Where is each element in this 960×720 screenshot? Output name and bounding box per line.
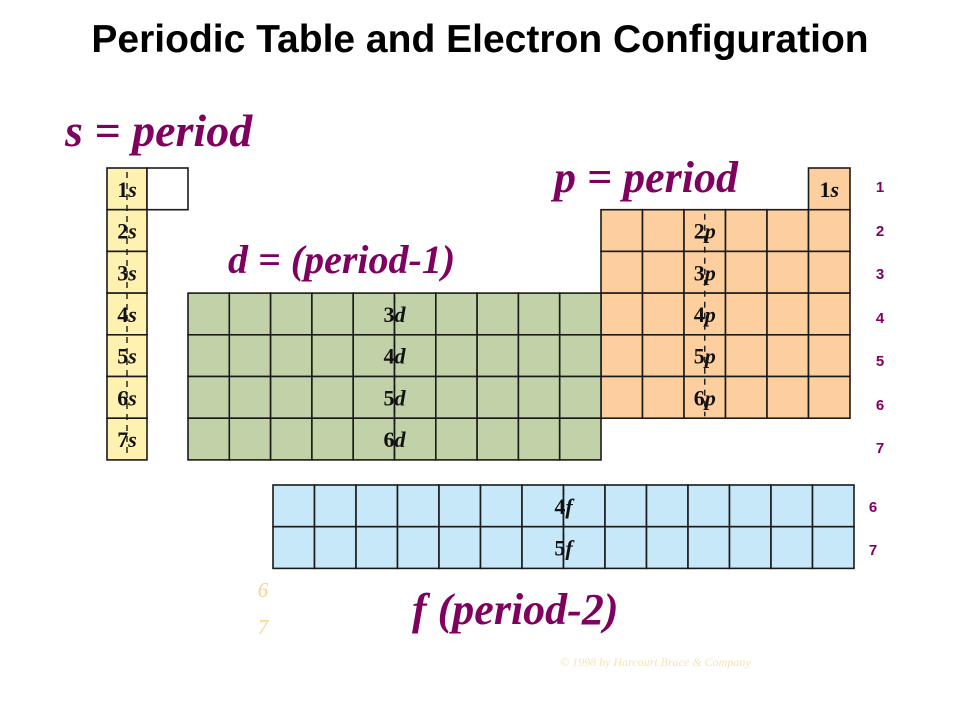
f-cell <box>315 527 357 569</box>
p-block-rule: p = period <box>554 153 738 202</box>
p-block <box>601 168 850 418</box>
f-cell <box>647 527 689 569</box>
p-cell <box>601 293 643 335</box>
faded-period-number-7: 7 <box>257 615 269 639</box>
d-cell <box>312 335 353 377</box>
p-cell-label: 5p <box>693 343 716 369</box>
period-number-4: 4 <box>875 310 885 327</box>
f-cell <box>605 527 647 569</box>
p-cell <box>601 210 643 252</box>
s-cell-label: 7s <box>117 426 137 452</box>
s-cell-label: 3s <box>117 259 137 285</box>
d-cell <box>518 418 559 460</box>
d-cell <box>229 377 270 419</box>
p-cell <box>809 210 851 252</box>
f-cell <box>315 485 357 527</box>
period-number-7: 7 <box>875 440 885 457</box>
d-cell <box>560 377 601 419</box>
f-cell <box>688 527 730 569</box>
d-cell <box>477 293 518 335</box>
d-cell <box>560 293 601 335</box>
f-cell <box>398 527 440 569</box>
copyright-notice: © 1998 by Harcourt Brace & Company <box>560 655 751 669</box>
faded-period-number-6: 6 <box>257 578 269 602</box>
f-cell <box>813 485 855 527</box>
p-cell <box>767 293 809 335</box>
d-cell <box>312 293 353 335</box>
d-cell <box>436 293 477 335</box>
d-cell <box>518 293 559 335</box>
p-cell <box>601 335 643 377</box>
p-cell-label: 2p <box>693 218 716 244</box>
p-cell <box>809 377 851 419</box>
p-cell <box>809 251 851 293</box>
d-cell <box>188 377 229 419</box>
p-cell <box>767 335 809 377</box>
s-cell-label: 5s <box>117 343 137 369</box>
s-block <box>107 168 188 460</box>
p-cell <box>643 335 685 377</box>
d-cell <box>560 335 601 377</box>
d-cell <box>560 418 601 460</box>
period-number-6: 6 <box>875 397 885 414</box>
p-cell <box>726 251 768 293</box>
d-cell-label: 4d <box>383 343 406 369</box>
d-cell <box>188 293 229 335</box>
p-cell <box>643 251 685 293</box>
period-number-3: 3 <box>875 266 885 283</box>
s-cell-label: 2s <box>117 218 137 244</box>
p-cell <box>767 377 809 419</box>
d-block-rule: d = (period-1) <box>228 237 456 282</box>
p-cell <box>809 293 851 335</box>
d-cell <box>436 377 477 419</box>
f-cell <box>273 527 315 569</box>
p-cell <box>809 335 851 377</box>
d-cell <box>271 293 312 335</box>
s-empty-cell <box>147 168 188 210</box>
f-cell <box>688 485 730 527</box>
d-cell <box>271 418 312 460</box>
d-cell-label: 3d <box>383 301 406 327</box>
p-cell <box>643 293 685 335</box>
d-cell <box>477 335 518 377</box>
f-cell <box>771 485 813 527</box>
s-cell-label: 1s <box>117 176 137 202</box>
p-cell <box>767 210 809 252</box>
f-cell <box>439 527 481 569</box>
f-cell <box>481 485 523 527</box>
d-cell <box>477 377 518 419</box>
d-cell <box>312 377 353 419</box>
p-cell <box>601 377 643 419</box>
f-block <box>273 485 854 568</box>
f-period-number-6: 6 <box>868 499 878 516</box>
d-cell <box>229 293 270 335</box>
period-number-2: 2 <box>875 223 885 240</box>
d-cell <box>477 418 518 460</box>
s-block-rule: s = period <box>65 105 253 156</box>
d-cell-label: 5d <box>383 384 406 410</box>
d-cell <box>229 418 270 460</box>
f-cell <box>730 527 772 569</box>
f-period-number-7: 7 <box>868 542 878 559</box>
f-cell <box>813 527 855 569</box>
f-cell <box>356 485 398 527</box>
f-cell-label: 5f <box>554 535 573 561</box>
f-cell <box>771 527 813 569</box>
f-block-rule: f (period-2) <box>412 585 619 634</box>
f-cell <box>481 527 523 569</box>
d-cell <box>188 335 229 377</box>
f-cell <box>647 485 689 527</box>
period-number-5: 5 <box>875 353 885 370</box>
p-cell <box>643 377 685 419</box>
s-cell-label: 6s <box>117 384 137 410</box>
f-cell <box>398 485 440 527</box>
p-cell-label: 1s <box>819 176 840 202</box>
f-cell <box>730 485 772 527</box>
f-cell <box>356 527 398 569</box>
p-cell-label: 6p <box>693 384 716 410</box>
p-cell <box>726 210 768 252</box>
d-block <box>188 293 601 460</box>
d-cell <box>436 418 477 460</box>
slide-title: Periodic Table and Electron Configuration <box>91 18 869 61</box>
p-cell <box>726 377 768 419</box>
f-cell <box>439 485 481 527</box>
p-cell <box>767 251 809 293</box>
p-cell <box>726 293 768 335</box>
d-cell <box>229 335 270 377</box>
d-cell <box>518 377 559 419</box>
d-cell <box>271 335 312 377</box>
p-cell <box>726 335 768 377</box>
d-cell-label: 6d <box>383 426 406 452</box>
d-cell <box>436 335 477 377</box>
p-cell-label: 4p <box>693 301 716 327</box>
f-cell <box>605 485 647 527</box>
d-cell <box>188 418 229 460</box>
d-cell <box>518 335 559 377</box>
period-number-1: 1 <box>875 179 885 196</box>
f-cell <box>273 485 315 527</box>
d-cell <box>312 418 353 460</box>
f-cell-label: 4f <box>554 493 573 519</box>
p-cell <box>601 251 643 293</box>
p-cell <box>643 210 685 252</box>
d-cell <box>271 377 312 419</box>
p-cell-label: 3p <box>693 259 716 285</box>
s-cell-label: 4s <box>117 301 137 327</box>
